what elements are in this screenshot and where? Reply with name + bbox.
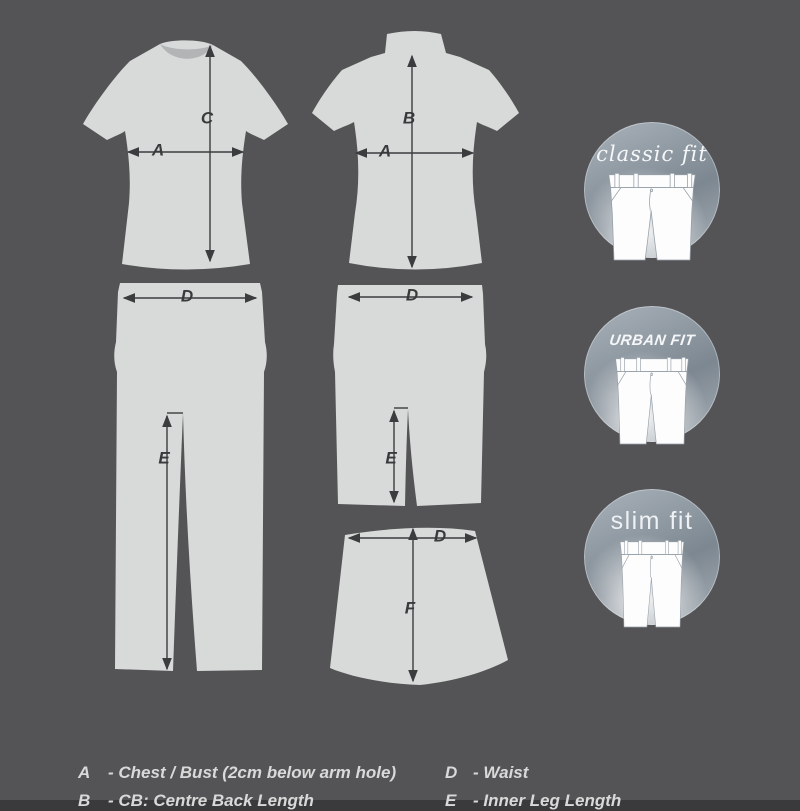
legend-row-waist — [445, 763, 528, 783]
fit-badge-classic-label: classic fit — [596, 142, 708, 166]
label-skirt-waist: D — [433, 526, 447, 546]
label-back-chest: A — [378, 141, 392, 161]
fit-badge-slim-label: slim fit — [610, 507, 694, 535]
label-front-length: C — [200, 108, 214, 128]
shorts-shape — [333, 285, 486, 506]
label-trousers-inseam: E — [158, 448, 170, 468]
legend-key-centre-back: B — [78, 791, 91, 810]
urban-fit-pants-icon — [612, 356, 692, 444]
trousers-diagram — [112, 280, 267, 675]
fit-badge-classic — [584, 122, 720, 258]
skirt-diagram — [326, 514, 516, 692]
label-trousers-waist: D — [180, 286, 194, 306]
label-skirt-length: F — [404, 598, 416, 618]
label-back-length: B — [402, 108, 416, 128]
trousers-shape — [114, 283, 267, 671]
label-front-chest: A — [151, 140, 165, 160]
fit-badge-slim — [584, 489, 720, 625]
legend-key-chest: A — [78, 763, 91, 782]
legend-key-waist: D — [445, 763, 458, 782]
legend-key-inner-leg: E — [445, 791, 457, 810]
legend-desc-waist: - Waist — [473, 763, 529, 782]
label-shorts-waist: D — [405, 285, 419, 305]
skirt-shape — [330, 528, 508, 685]
legend-row-inner-leg — [445, 791, 621, 811]
fit-badge-urban-label: URBAN FIT — [608, 332, 696, 349]
label-shorts-inseam: E — [385, 448, 397, 468]
legend-desc-inner-leg: - Inner Leg Length — [473, 791, 622, 810]
tshirt-back-diagram — [311, 28, 521, 276]
fit-badge-urban — [584, 306, 720, 442]
tshirt-front-shape — [83, 40, 288, 269]
slim-fit-pants-icon — [617, 539, 687, 627]
legend-desc-centre-back: - CB: Centre Back Length — [108, 791, 314, 810]
legend-desc-chest: - Chest / Bust (2cm below arm hole) — [108, 763, 397, 782]
tshirt-back-shape — [312, 31, 519, 270]
classic-fit-pants-icon — [605, 172, 700, 260]
shorts-diagram — [332, 282, 487, 512]
tshirt-front-diagram — [74, 38, 294, 270]
legend-row-chest — [78, 763, 396, 783]
legend-row-centre-back — [78, 791, 314, 811]
